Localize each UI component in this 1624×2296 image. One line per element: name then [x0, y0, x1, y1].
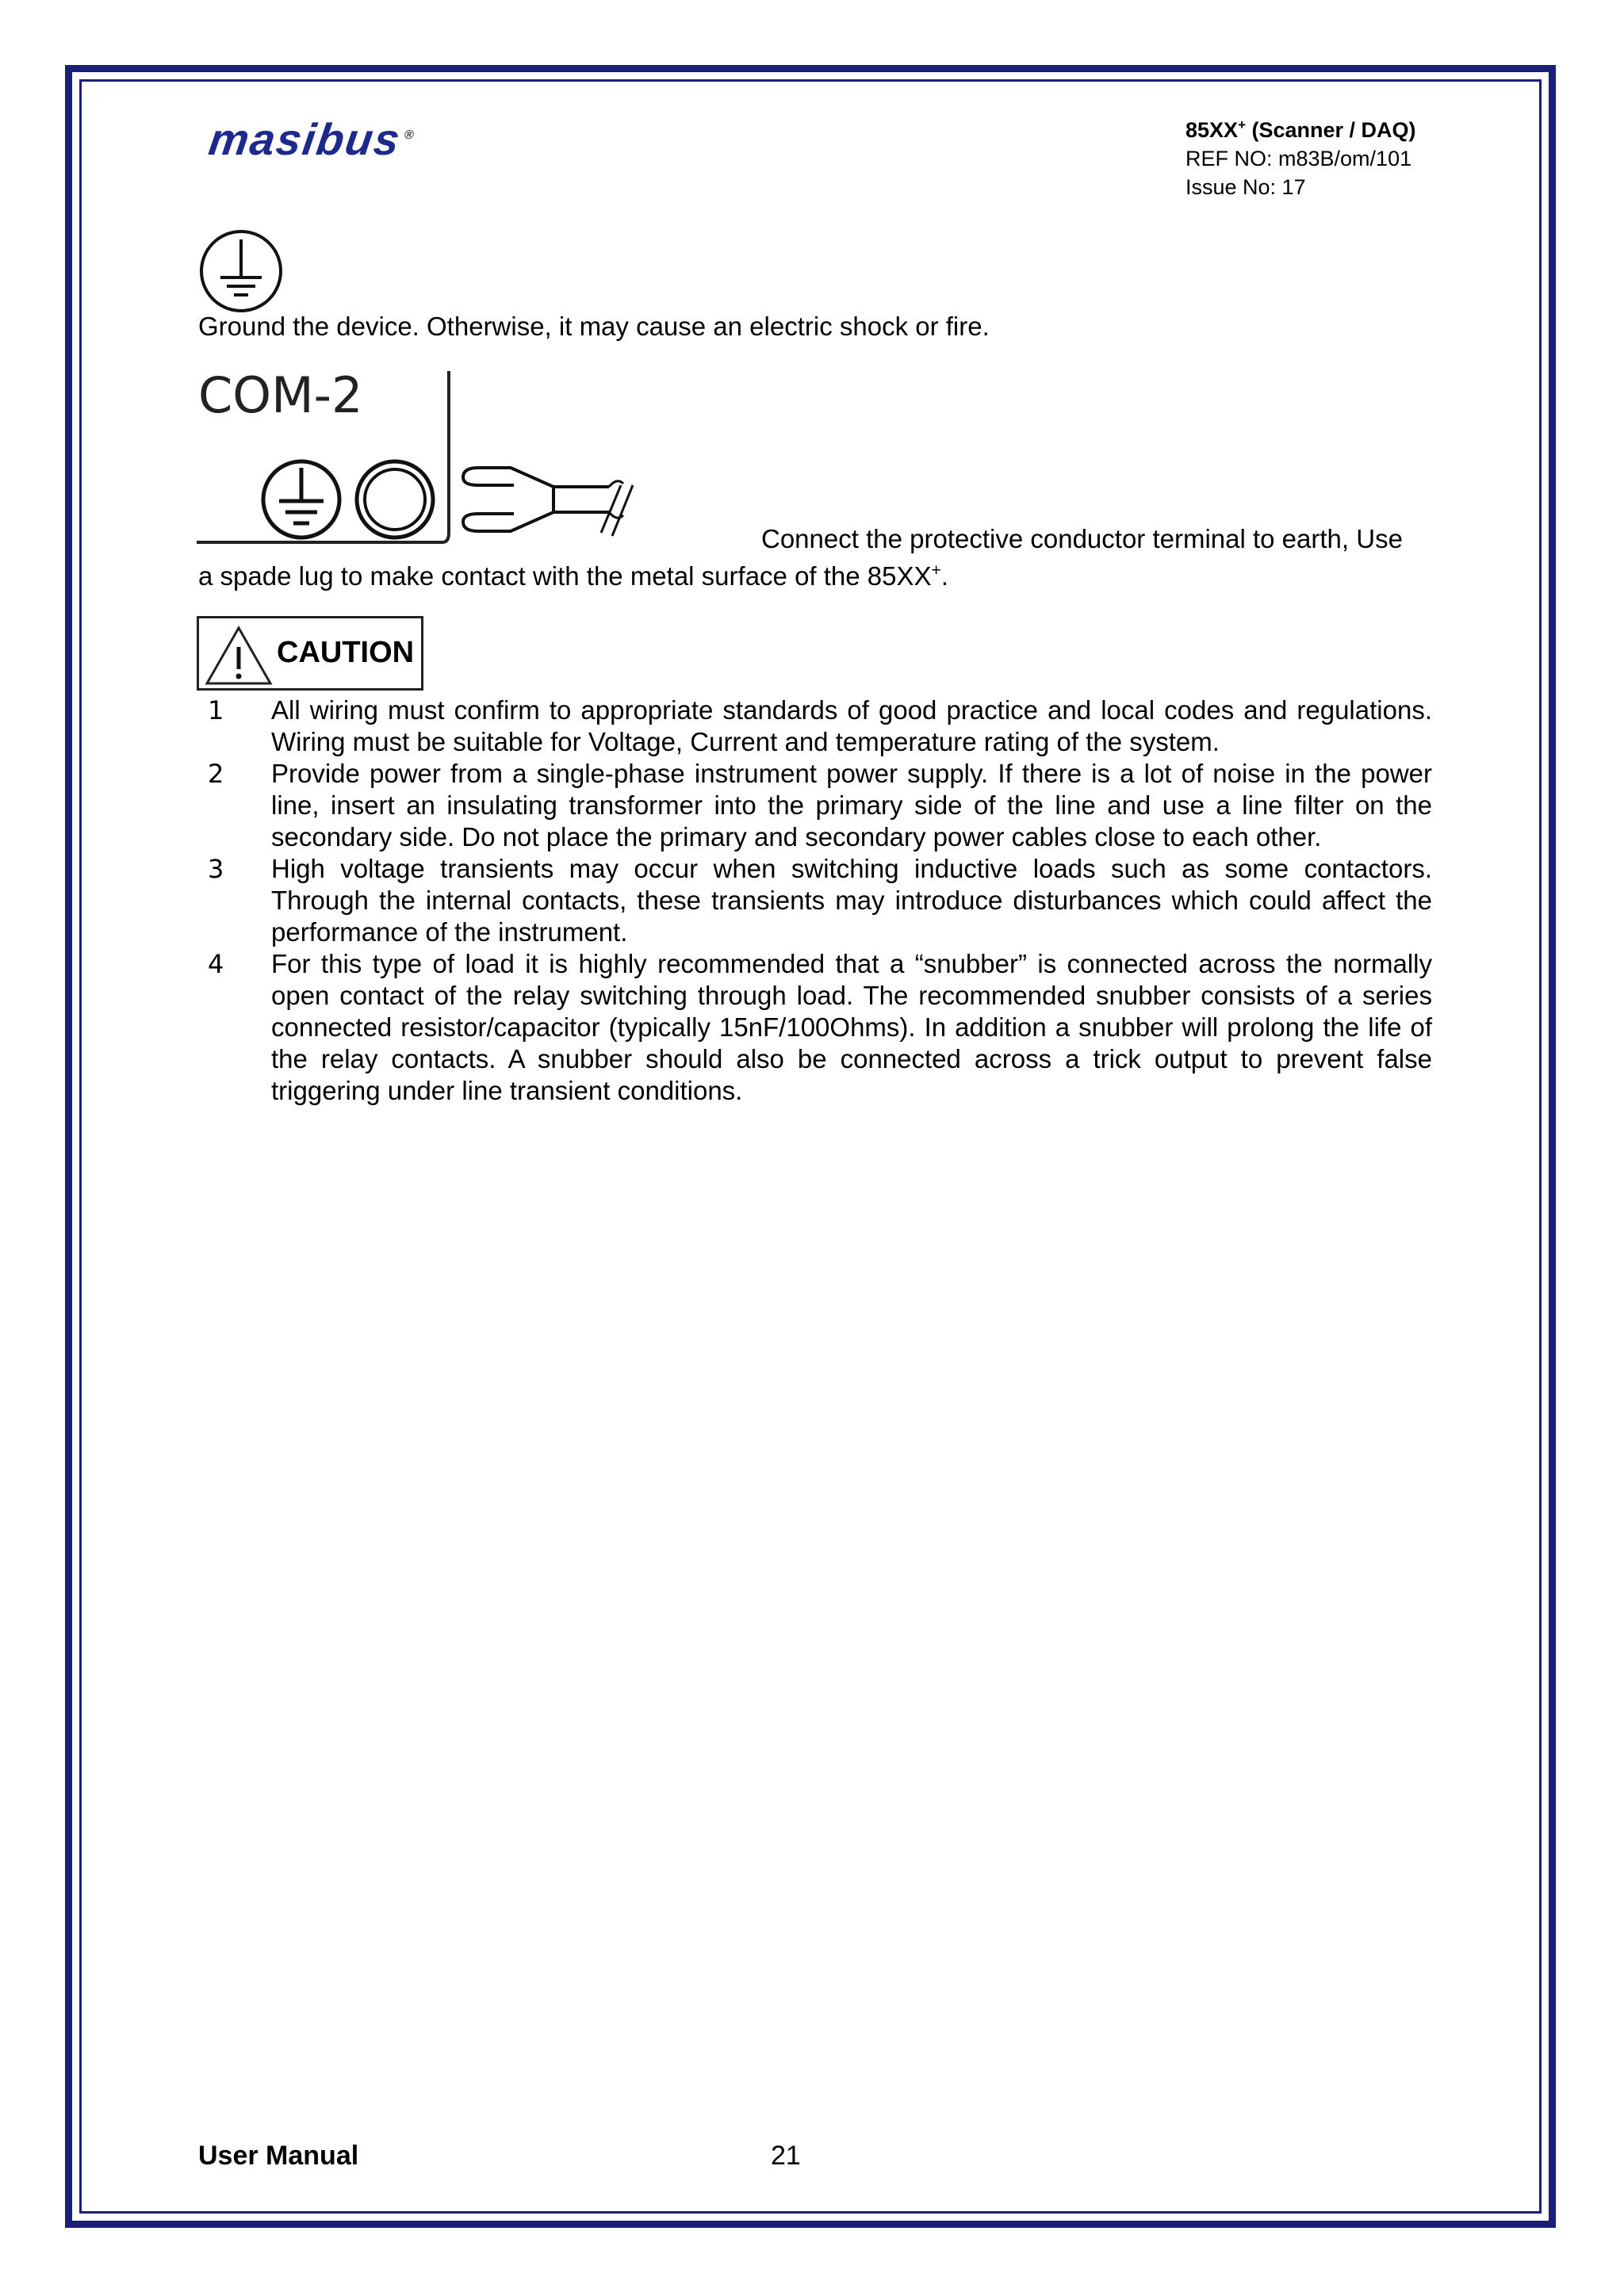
product-title	[1185, 111, 1416, 144]
list-item	[197, 853, 1432, 948]
logo-text: masibus	[205, 114, 404, 164]
com2-instruction-line1: Connect the protective conductor terminal to earth, Use	[761, 524, 1403, 553]
warning-triangle-icon	[204, 625, 274, 687]
ground-warning-text: Ground the device. Otherwise, it may cause an electric shock or fire.	[198, 312, 990, 341]
caution-label: CAUTION	[277, 636, 415, 669]
list-item-text: For this type of load it is highly recommended that a “snubber” is connected across the normally open contact of the relay switching through load. The recommended snubber consists of a series connected resistor/capacitor (typically 15nF/100Ohms). In addition a snubber will prolong the life of the relay contacts. A snubber should also be connected across a trick output to prevent false triggering under line transient conditions.	[271, 949, 1432, 1105]
list-item-number: 1	[208, 695, 224, 725]
list-item-number: 4	[208, 949, 224, 979]
list-item	[197, 758, 1432, 853]
com2-instruction-line2	[198, 555, 948, 592]
registered-mark: ®	[403, 128, 416, 143]
com2-instruction-line2-main: a spade lug to make contact with the metal surface of the 85XX	[198, 561, 932, 591]
document-header-info	[1185, 111, 1416, 201]
caution-list	[197, 695, 1432, 1107]
product-model-sup: +	[1238, 117, 1246, 132]
com2-earth-connection-diagram	[197, 366, 768, 557]
com2-instruction-line2-sup: +	[931, 561, 941, 580]
protective-earth-icon	[198, 228, 284, 318]
list-item-text: All wiring must confirm to appropriate standards of good practice and local codes and regulations. Wiring must be suitable for Voltage, Current and temperature rating of the system.	[271, 695, 1432, 756]
com2-label: COM-2	[198, 366, 363, 424]
list-item-text: High voltage transients may occur when switching inductive loads such as some contactors. Through the internal contacts, these transients may introduce disturbances which could affect the performance of the instrument.	[271, 854, 1432, 947]
list-item-number: 3	[208, 854, 224, 884]
com2-instruction-line2-end: .	[940, 561, 948, 591]
footer-manual-label: User Manual	[198, 2141, 359, 2171]
list-item	[197, 948, 1432, 1107]
product-model: 85XX	[1185, 118, 1239, 142]
company-logo	[205, 114, 418, 164]
list-item-number: 2	[208, 759, 224, 789]
list-item-text: Provide power from a single-phase instrument power supply. If there is a lot of noise in the power line, insert an insulating transformer into the primary side of the line and use a line filter on the secondary side. Do not place the primary and secondary power cables close to each other.	[271, 759, 1432, 851]
caution-heading-box	[197, 616, 423, 691]
product-type: (Scanner / DAQ)	[1246, 118, 1416, 142]
issue-number: Issue No: 17	[1185, 175, 1306, 199]
page-number: 21	[771, 2141, 801, 2171]
list-item	[197, 695, 1432, 758]
ref-number: REF NO: m83B/om/101	[1185, 147, 1412, 170]
